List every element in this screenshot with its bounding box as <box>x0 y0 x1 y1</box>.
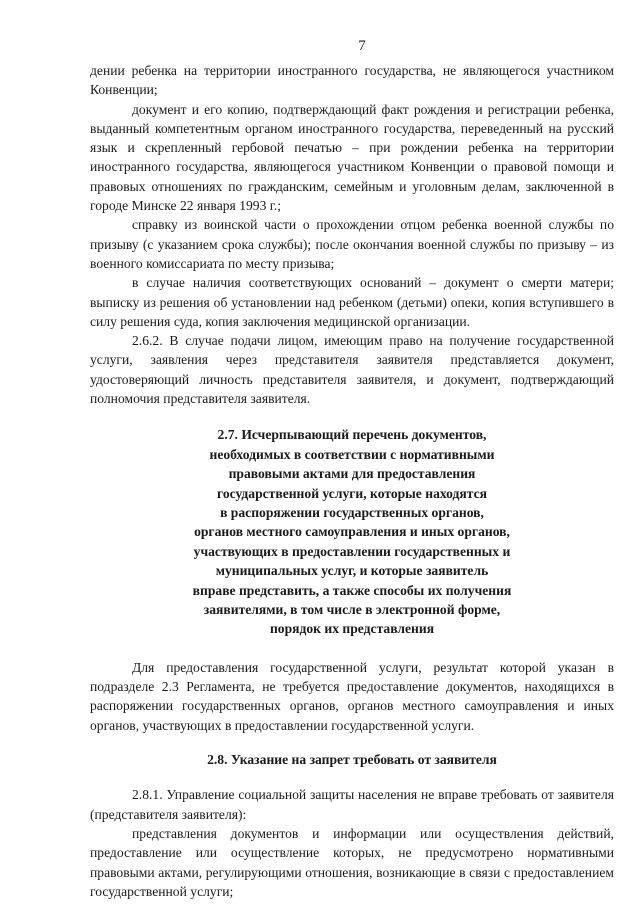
heading-line: правовыми актами для предоставления <box>228 466 476 482</box>
section-2-7-heading <box>90 425 614 638</box>
paragraph-2-8-1-item: представления документов и информации или осуществления действий, предоставление или осуществление которых, не предусмотрено нормативными правовыми актами, регулирующими отношения, возникающие в связи с предоставлением государственной услуги; <box>90 826 614 899</box>
heading-line: муниципальных услуг, и которые заявитель <box>215 563 489 579</box>
heading-line: участвующих в предоставлении государственных и <box>193 543 511 559</box>
heading-line: в распоряжении государственных органов, <box>220 504 484 520</box>
page-number: 7 <box>358 38 366 54</box>
heading-line: необходимых в соответствии с нормативными <box>209 446 495 462</box>
paragraph-military-certificate: справку из воинской части о прохождении отцом ребенка военной службы по призыву (с указанием срока службы); после окончания военной службы по призыву – из военного комиссариата по месту призыва; <box>90 217 614 271</box>
paragraph-2-6-2: 2.6.2. В случае подачи лицом, имеющим право на получение государственной услуги, заявления через представителя заявителя представляется документ, удостоверяющий личность представителя заявителя, и документ, подтверждающий полномочия представителя заявителя. <box>90 333 614 407</box>
heading-line: 2.7. Исчерпывающий перечень документов, <box>217 427 487 443</box>
paragraph-death-document: в случае наличия соответствующих оснований – документ о смерти матери; выписку из решения об установлении над ребенком (детьми) опеки, копия вступившего в силу решения суда, копия заключения медицинской организации. <box>90 275 614 329</box>
paragraph-continuation: дении ребенка на территории иностранного государства, не являющегося участником Конвенции; <box>90 63 614 98</box>
paragraph-birth-document: документ и его копию, подтверждающий факт рождения и регистрации ребенка, выданный компетентным органом иностранного государства, переведенный на русский язык и скрепленный гербовой печатью – при рождении ребенка на территории иностранного государства, являющегося участником Конвенции о правовой помощи и правовых отношениях по гражданским, семейным и уголовным делам, заключенной в городе Минске 22 января 1993 г.; <box>90 101 614 214</box>
heading-line: вправе представить, а также способы их получения <box>192 582 512 598</box>
section-2-8-heading: 2.8. Указание на запрет требовать от заявителя <box>207 752 497 767</box>
heading-line: заявителями, в том числе в электронной форме, <box>203 602 501 617</box>
section-2-7-body: Для предоставления государственной услуги, результат которой указан в подразделе 2.3 Регламента, не требуется предоставление документов, находящихся в распоряжении государственных органов, органов местного самоуправления и иных органов, участвующих в предоставлении государственной услуги. <box>90 659 614 733</box>
heading-line: государственной услуги, которые находятся <box>216 485 488 501</box>
heading-line: органов местного самоуправления и иных органов, <box>194 524 510 540</box>
heading-line: порядок их представления <box>269 621 435 637</box>
paragraph-2-8-1: 2.8.1. Управление социальной защиты населения не вправе требовать от заявителя (представителя заявителя): <box>90 787 614 822</box>
